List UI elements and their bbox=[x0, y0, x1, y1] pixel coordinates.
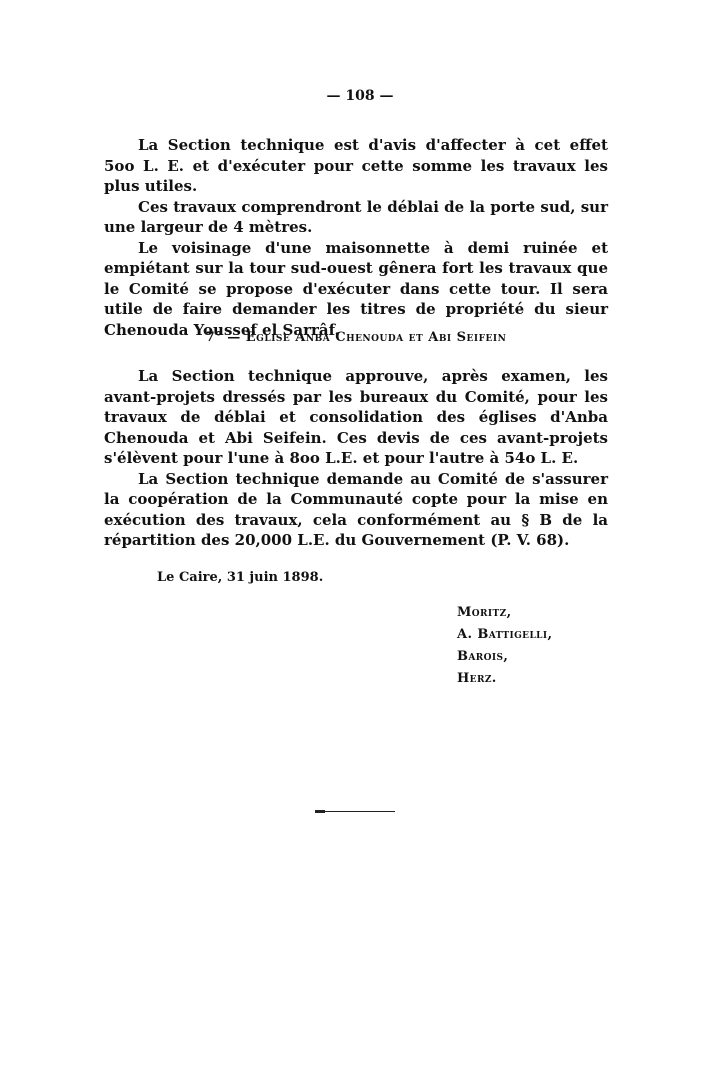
body-text-block-1 bbox=[104, 135, 608, 340]
signatory: Barois, bbox=[457, 649, 509, 664]
paragraph: La Section technique demande au Comité de s'assurer la coopération de la Communauté copte pour la mise en exécution des travaux, cela conformément au § B de la répartition des 20,000 L.E. du Gouvernement (P. V. 68). bbox=[104, 469, 608, 549]
date-line: Le Caire, 31 juin 1898. bbox=[157, 570, 324, 585]
end-rule-divider bbox=[315, 811, 395, 812]
paragraph: La Section technique approuve, après examen, les avant-projets dressés par les bureaux du Comité, pour les travaux de déblai et consolidation des églises d'Anba Chenouda et Abi Seifein. Ces devis de ces avant-projets s'élèvent pour l'une à 8oo L.E. et pour l'autre à 54o L. E. bbox=[104, 367, 608, 467]
section-heading: 7° — Eglise Anba Chenouda et Abi Seifein bbox=[205, 330, 507, 345]
paragraph: La Section technique est d'avis d'affecter à cet effet 5oo L. E. et d'exécuter pour cette somme les travaux les plus utiles. bbox=[104, 136, 608, 195]
signatory: Moritz, bbox=[457, 605, 512, 620]
signatories bbox=[457, 602, 552, 690]
signatory: A. Battigelli, bbox=[457, 627, 553, 642]
page-number: — 108 — bbox=[326, 88, 394, 104]
body-text-block-2 bbox=[104, 366, 608, 551]
paragraph: Le voisinage d'une maisonnette à demi ruinée et empiétant sur la tour sud-ouest gênera fort les travaux que le Comité se propose d'exécuter dans cette tour. Il sera utile de faire demander les titres de propriété du sieur Chenouda Youssef el Sarrâf. bbox=[104, 238, 608, 339]
signatory: Herz. bbox=[457, 671, 497, 686]
paragraph: Ces travaux comprendront le déblai de la porte sud, sur une largeur de 4 mètres. bbox=[104, 197, 608, 236]
